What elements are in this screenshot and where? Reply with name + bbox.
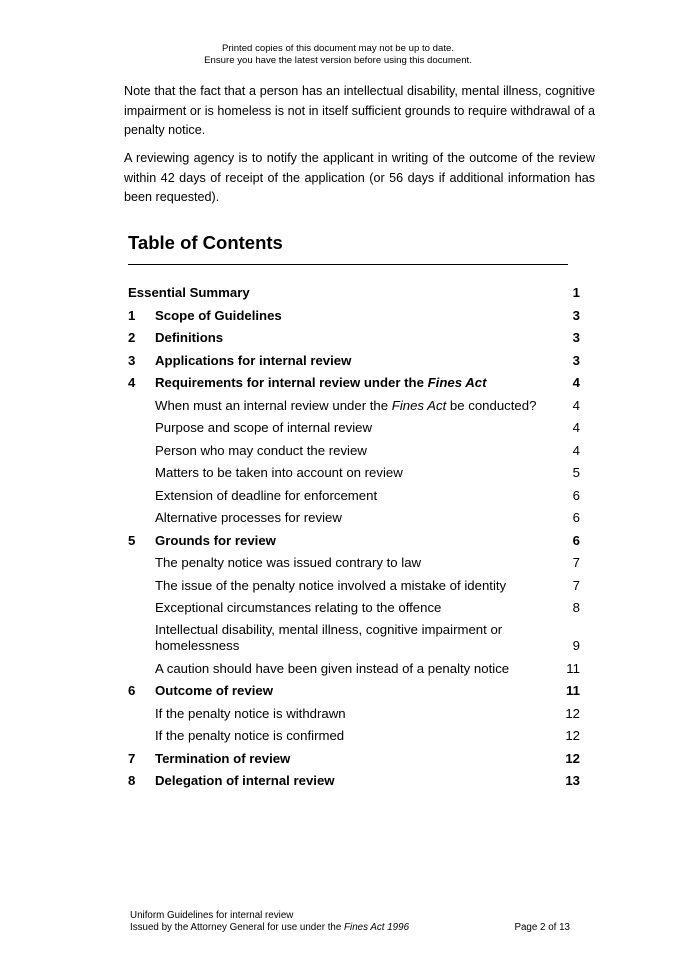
toc-entry-label [155,773,550,789]
toc-entry-text: When must an internal review under the [155,397,392,413]
page-footer [130,910,570,934]
toc-entry-page-number: 4 [572,375,580,390]
toc-entry-text: Grounds for review [155,532,276,548]
toc-entry-label [155,622,550,654]
toc-entry[interactable] [128,488,580,504]
toc-entry-number: 3 [128,352,136,368]
toc-entry-label [155,308,550,324]
toc-entry-text: Applications for internal review [155,352,352,368]
toc-entry[interactable] [128,728,580,744]
toc-entry-text: Termination of review [155,750,291,766]
toc-entry-text: If the penalty notice is confirmed [155,728,345,744]
toc-entry[interactable] [128,622,580,654]
toc-entry[interactable] [128,465,580,481]
toc-entry-text: Requirements for internal review under the [155,375,428,390]
toc-entry-label [155,443,550,459]
toc-entry-text: A caution should have been given instead of a penalty notice [155,660,510,676]
toc-entry-page-number: 7 [572,555,580,570]
toc-entry-text: Exceptional circumstances relating to the offence [155,600,442,615]
footer-line-2 [130,922,570,934]
toc-entry-text: Outcome of review [155,683,273,699]
toc-entry-italic-text: Fines Act [391,397,447,413]
toc-entry-text: Definitions [155,330,224,345]
toc-entry[interactable] [128,661,580,677]
toc-entry[interactable] [128,398,580,414]
toc-entry-text-end: be conducted? [446,397,537,413]
toc-entry-page-number: 3 [572,352,580,368]
toc-entry-page-number: 12 [565,750,580,766]
toc-entry-page-number: 9 [572,638,580,654]
toc-entry-text: The penalty notice was issued contrary to law [155,555,422,570]
toc-entry-page-number: 12 [565,728,580,744]
toc-entry-number: 8 [128,773,136,789]
toc-entry[interactable] [128,510,580,526]
toc-entry-label [155,533,550,549]
toc-entry-label [155,375,550,391]
toc-entry-text: Intellectual disability, mental illness, cognitive impairment or homelessness [155,622,503,654]
toc-entry-label [155,398,550,414]
toc-entry-text: Purpose and scope of internal review [155,420,372,435]
toc-entry-page-number: 11 [566,660,580,676]
footer-page-number: Page 2 of 13 [514,922,570,933]
toc-entry-label [155,555,550,571]
toc-entry-number: 6 [128,683,136,699]
toc-entry[interactable] [128,600,580,616]
toc-entry-label [155,510,550,526]
toc-entry[interactable] [128,330,580,346]
toc-entry-label [155,751,550,767]
toc-entry-text: Alternative processes for review [155,510,342,525]
toc-entry-page-number: 6 [572,510,580,525]
toc-entry-number: 2 [128,330,136,345]
toc-entry-number: 5 [128,532,136,548]
toc-entry-text: Matters to be taken into account on review [155,465,403,480]
toc-entry[interactable] [128,375,580,391]
footer-act-name: Fines Act 1996 [344,922,410,933]
toc-entry[interactable] [128,706,580,722]
toc-entry[interactable] [128,285,580,301]
toc-title: Table of Contents [128,232,283,253]
toc-entry-text: If the penalty notice is withdrawn [155,705,346,721]
toc-entry-label [155,706,550,722]
toc-entry[interactable] [128,683,580,699]
toc-entry-label [155,661,550,677]
toc-entry[interactable] [128,308,580,324]
header-line-1: Printed copies of this document may not be up to date. [222,43,454,54]
toc-entry-text: Delegation of internal review [155,773,335,789]
toc-entry-page-number: 3 [572,330,580,345]
toc-entry-text: Person who may conduct the review [155,442,367,458]
toc-entry-label [155,578,550,594]
body-paragraph: A reviewing agency is to notify the applicant in writing of the outcome of the review within 42 days of receipt of the application (or 56 days if additional information has been requested). [124,151,595,204]
toc-entry-label [155,728,550,744]
toc-entry[interactable] [128,353,580,369]
toc-entry[interactable] [128,533,580,549]
toc-entry[interactable] [128,555,580,571]
body-paragraph: Note that the fact that a person has an intellectual disability, mental illness, cognitive impairment or is homeless is not in itself sufficient grounds to require withdrawal of a penalty notice. [124,84,595,137]
toc-entry-label [155,465,550,481]
toc-entry-italic-text: Fines Act [427,375,487,390]
toc-entry-label [155,600,550,616]
toc-entry[interactable] [128,773,580,789]
toc-entry-page-number: 4 [572,420,580,435]
toc-entry[interactable] [128,578,580,594]
toc-entry-label [155,488,550,504]
toc-entry-label [128,285,550,301]
toc-entry-page-number: 8 [572,600,580,615]
footer-issued-text: Issued by the Attorney General for use under the [130,922,345,933]
toc-entry-label [155,420,550,436]
toc-entry-text: Essential Summary [128,285,250,300]
toc-entry-page-number: 4 [572,442,580,458]
toc-entry-label [155,330,550,346]
toc-entry-page-number: 5 [572,465,580,480]
table-of-contents [128,285,580,789]
toc-entry-page-number: 6 [572,487,580,503]
toc-entry-number: 7 [128,750,136,766]
toc-entry-text: Extension of deadline for enforcement [155,487,378,503]
toc-entry-text: The issue of the penalty notice involved a mistake of identity [155,577,507,593]
toc-entry-number: 1 [128,307,136,323]
toc-entry[interactable] [128,751,580,767]
toc-entry-label [155,353,550,369]
toc-divider [128,264,568,265]
toc-entry-page-number: 4 [572,397,580,413]
footer-line-1: Uniform Guidelines for internal review [130,910,294,921]
toc-entry-text: Scope of Guidelines [155,307,282,323]
toc-entry-label [155,683,550,699]
toc-entry-page-number: 7 [572,577,580,593]
page-header [0,43,676,67]
header-line-2: Ensure you have the latest version before using this document. [204,55,472,66]
toc-entry-page-number: 12 [565,705,580,721]
toc-entry[interactable] [128,420,580,436]
toc-entry-page-number: 3 [572,307,580,323]
toc-entry-page-number: 11 [566,683,580,699]
toc-entry-number: 4 [128,375,136,390]
toc-entry-page-number: 6 [572,532,580,548]
toc-entry-page-number: 13 [565,773,580,789]
toc-entry-page-number: 1 [572,285,580,300]
toc-entry[interactable] [128,443,580,459]
